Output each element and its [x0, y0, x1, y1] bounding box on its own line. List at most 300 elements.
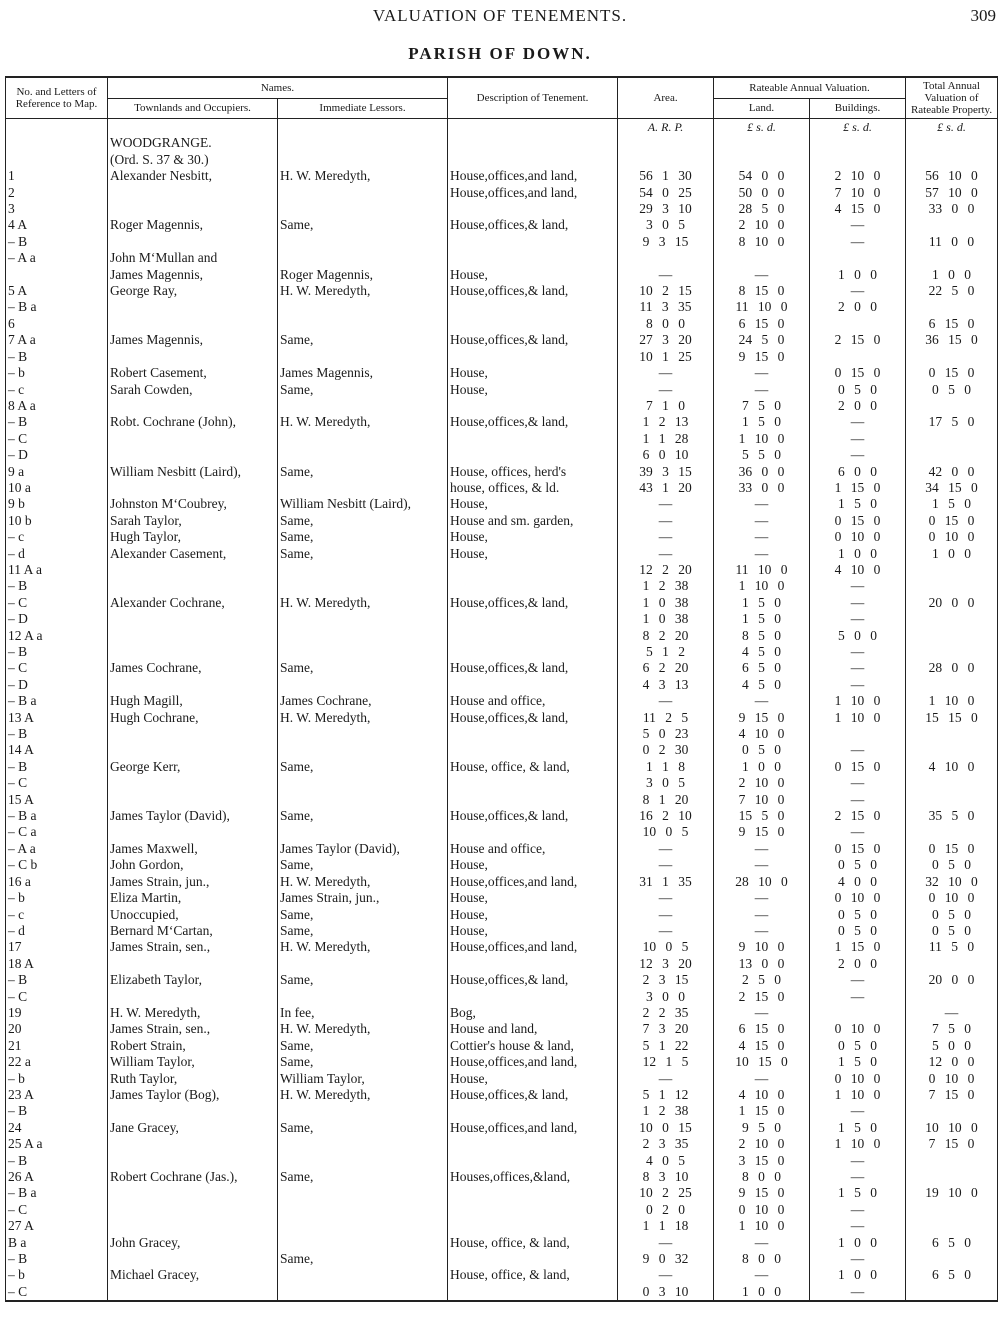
cell-total: 11 5 0: [906, 939, 998, 955]
cell-total: 0 15 0: [906, 513, 998, 529]
cell-land: 4 10 0: [714, 726, 810, 742]
cell-buildings: 0 5 0: [810, 907, 906, 923]
cell-buildings: 6 0 0: [810, 464, 906, 480]
cell-area: 2 3 15: [618, 972, 714, 988]
cell-ref: [6, 267, 108, 283]
cell-occupier: [108, 792, 278, 808]
cell-occupier: [108, 578, 278, 594]
table-row: [6, 464, 998, 480]
cell-area: 54 0 25: [618, 185, 714, 201]
cell-occupier: John M‘Mullan and: [108, 250, 278, 266]
cell-occupier: [108, 1153, 278, 1169]
cell-land: [714, 152, 810, 168]
cell-description: House, offices, herd's: [448, 464, 618, 480]
cell-description: [448, 989, 618, 1005]
cell-land: —: [714, 693, 810, 709]
cell-description: [448, 431, 618, 447]
cell-ref: – C a: [6, 824, 108, 840]
cell-lessor: [278, 562, 448, 578]
table-row: [6, 775, 998, 791]
cell-occupier: [108, 726, 278, 742]
cell-buildings: 0 15 0: [810, 841, 906, 857]
cell-area: 1 2 38: [618, 578, 714, 594]
cell-area: 6 0 10: [618, 447, 714, 463]
cell-description: [448, 611, 618, 627]
cell-land: 24 5 0: [714, 332, 810, 348]
buildings-units: £ s. d.: [810, 119, 906, 136]
cell-land: 1 0 0: [714, 1284, 810, 1301]
table-row: [6, 857, 998, 873]
cell-description: House and office,: [448, 693, 618, 709]
cell-area: —: [618, 841, 714, 857]
cell-land: 2 15 0: [714, 989, 810, 1005]
cell-description: House,offices,& land,: [448, 217, 618, 233]
cell-total: 19 10 0: [906, 1185, 998, 1201]
cell-land: 28 10 0: [714, 874, 810, 890]
cell-ref: – A a: [6, 250, 108, 266]
cell-land: 4 5 0: [714, 644, 810, 660]
table-row: [6, 808, 998, 824]
cell-ref: 20: [6, 1021, 108, 1037]
cell-land: 1 5 0: [714, 414, 810, 430]
cell-buildings: 0 5 0: [810, 857, 906, 873]
cell-total: [906, 644, 998, 660]
cell-land: —: [714, 513, 810, 529]
cell-area: 8 2 20: [618, 628, 714, 644]
cell-area: 5 1 22: [618, 1038, 714, 1054]
cell-description: House,: [448, 267, 618, 283]
table-row: [6, 1054, 998, 1070]
cell-ref: 13 A: [6, 710, 108, 726]
cell-area: 10 0 15: [618, 1120, 714, 1136]
cell-total: [906, 677, 998, 693]
table-row: [6, 1153, 998, 1169]
cell-total: 7 5 0: [906, 1021, 998, 1037]
cell-total: 5 0 0: [906, 1038, 998, 1054]
cell-ref: – b: [6, 890, 108, 906]
cell-land: 1 5 0: [714, 595, 810, 611]
cell-area: 5 1 2: [618, 644, 714, 660]
cell-occupier: [108, 398, 278, 414]
cell-total: 6 5 0: [906, 1235, 998, 1251]
cell-total: 0 15 0: [906, 365, 998, 381]
cell-lessor: Same,: [278, 382, 448, 398]
cell-description: [448, 1251, 618, 1267]
cell-occupier: James Strain, jun.,: [108, 874, 278, 890]
cell-land: 8 0 0: [714, 1169, 810, 1185]
cell-area: 29 3 10: [618, 201, 714, 217]
cell-area: 8 0 0: [618, 316, 714, 332]
cell-description: [448, 299, 618, 315]
cell-ref: – d: [6, 546, 108, 562]
cell-land: 1 10 0: [714, 1218, 810, 1234]
cell-ref: – B: [6, 972, 108, 988]
cell-land: 50 0 0: [714, 185, 810, 201]
cell-occupier: Alexander Casement,: [108, 546, 278, 562]
cell-occupier: Michael Gracey,: [108, 1267, 278, 1283]
table-row: [6, 972, 998, 988]
cell-area: 10 2 15: [618, 283, 714, 299]
cell-ref: 17: [6, 939, 108, 955]
cell-occupier: Hugh Cochrane,: [108, 710, 278, 726]
cell-land: 4 5 0: [714, 677, 810, 693]
cell-ref: 15 A: [6, 792, 108, 808]
table-row: [6, 726, 998, 742]
table-row: [6, 546, 998, 562]
cell-description: House,offices,and land,: [448, 1054, 618, 1070]
cell-area: —: [618, 923, 714, 939]
cell-occupier: [108, 775, 278, 791]
table-row: [6, 1071, 998, 1087]
cell-total: 56 10 0: [906, 168, 998, 184]
cell-total: [906, 1284, 998, 1301]
cell-area: 31 1 35: [618, 874, 714, 890]
cell-lessor: Same,: [278, 1251, 448, 1267]
cell-buildings: 4 0 0: [810, 874, 906, 890]
table-row: [6, 742, 998, 758]
cell-total: [906, 628, 998, 644]
cell-lessor: Same,: [278, 546, 448, 562]
cell-description: House,: [448, 496, 618, 512]
cell-buildings: 1 5 0: [810, 496, 906, 512]
cell-lessor: Roger Magennis,: [278, 267, 448, 283]
cell-description: House,offices,& land,: [448, 660, 618, 676]
cell-occupier: [108, 234, 278, 250]
cell-occupier: Elizabeth Taylor,: [108, 972, 278, 988]
cell-land: —: [714, 267, 810, 283]
cell-total: 32 10 0: [906, 874, 998, 890]
cell-lessor: James Taylor (David),: [278, 841, 448, 857]
cell-lessor: [278, 578, 448, 594]
cell-buildings: [810, 349, 906, 365]
cell-total: 33 0 0: [906, 201, 998, 217]
cell-area: 8 1 20: [618, 792, 714, 808]
cell-area: 4 3 13: [618, 677, 714, 693]
table-row: [6, 168, 998, 184]
cell-ref: – B a: [6, 693, 108, 709]
cell-land: 2 5 0: [714, 972, 810, 988]
cell-description: House,: [448, 382, 618, 398]
cell-land: 8 5 0: [714, 628, 810, 644]
cell-ref: 22 a: [6, 1054, 108, 1070]
table-body: [6, 119, 998, 1302]
cell-total: 1 10 0: [906, 693, 998, 709]
cell-total: [906, 989, 998, 1005]
units-row: [6, 119, 998, 136]
cell-occupier: [108, 1136, 278, 1152]
cell-ref: – B: [6, 1153, 108, 1169]
cell-total: [906, 1169, 998, 1185]
cell-description: [448, 1103, 618, 1119]
cell-ref: 27 A: [6, 1218, 108, 1234]
cell-ref: – B a: [6, 1185, 108, 1201]
cell-lessor: [278, 135, 448, 151]
cell-buildings: 1 10 0: [810, 1087, 906, 1103]
table-row: [6, 1235, 998, 1251]
table-row: [6, 1218, 998, 1234]
cell-land: —: [714, 529, 810, 545]
cell-land: 9 5 0: [714, 1120, 810, 1136]
cell-description: Cottier's house & land,: [448, 1038, 618, 1054]
cell-buildings: 5 0 0: [810, 628, 906, 644]
cell-ref: 9 b: [6, 496, 108, 512]
cell-occupier: [108, 201, 278, 217]
cell-total: 20 0 0: [906, 595, 998, 611]
cell-ref: – C: [6, 1284, 108, 1301]
cell-occupier: Hugh Taylor,: [108, 529, 278, 545]
cell-lessor: [278, 775, 448, 791]
cell-lessor: Same,: [278, 513, 448, 529]
cell-ref: B a: [6, 1235, 108, 1251]
table-row: [6, 1038, 998, 1054]
cell-area: 5 1 12: [618, 1087, 714, 1103]
cell-occupier: James Strain, sen.,: [108, 939, 278, 955]
cell-ref: [6, 152, 108, 168]
cell-lessor: Same,: [278, 907, 448, 923]
cell-area: 2 2 35: [618, 1005, 714, 1021]
table-row: [6, 250, 998, 266]
cell-land: 6 15 0: [714, 316, 810, 332]
cell-buildings: 0 15 0: [810, 365, 906, 381]
cell-occupier: WOODGRANGE.: [108, 135, 278, 151]
cell-land: 1 5 0: [714, 611, 810, 627]
cell-description: [448, 644, 618, 660]
cell-lessor: H. W. Meredyth,: [278, 283, 448, 299]
cell-buildings: 4 15 0: [810, 201, 906, 217]
cell-area: 3 0 0: [618, 989, 714, 1005]
cell-area: —: [618, 382, 714, 398]
cell-buildings: 1 0 0: [810, 267, 906, 283]
cell-total: [906, 578, 998, 594]
cell-land: —: [714, 1235, 810, 1251]
cell-total: 7 15 0: [906, 1087, 998, 1103]
cell-buildings: —: [810, 1153, 906, 1169]
col-description: Description of Tenement.: [448, 77, 618, 119]
cell-area: [618, 135, 714, 151]
cell-occupier: Hugh Magill,: [108, 693, 278, 709]
cell-description: House,offices,& land,: [448, 1087, 618, 1103]
cell-lessor: [278, 742, 448, 758]
cell-land: 9 15 0: [714, 1185, 810, 1201]
table-row: [6, 1021, 998, 1037]
table-row: [6, 595, 998, 611]
cell-land: 1 15 0: [714, 1103, 810, 1119]
cell-area: 12 1 5: [618, 1054, 714, 1070]
cell-lessor: Same,: [278, 1120, 448, 1136]
cell-area: 3 0 5: [618, 775, 714, 791]
cell-buildings: —: [810, 578, 906, 594]
cell-lessor: William Nesbitt (Laird),: [278, 496, 448, 512]
table-row: [6, 201, 998, 217]
cell-total: [906, 956, 998, 972]
table-row: [6, 1136, 998, 1152]
cell-buildings: 7 10 0: [810, 185, 906, 201]
cell-description: [448, 775, 618, 791]
cell-ref: – C: [6, 989, 108, 1005]
cell-ref: – D: [6, 677, 108, 693]
cell-lessor: [278, 1267, 448, 1283]
cell-occupier: William Nesbitt (Laird),: [108, 464, 278, 480]
cell-occupier: James Strain, sen.,: [108, 1021, 278, 1037]
cell-occupier: William Taylor,: [108, 1054, 278, 1070]
cell-ref: – D: [6, 447, 108, 463]
table-row: [6, 447, 998, 463]
cell-ref: – B a: [6, 299, 108, 315]
cell-area: 6 2 20: [618, 660, 714, 676]
table-row: [6, 332, 998, 348]
cell-total: 12 0 0: [906, 1054, 998, 1070]
cell-buildings: 1 0 0: [810, 1267, 906, 1283]
cell-area: —: [618, 1071, 714, 1087]
cell-occupier: [108, 1284, 278, 1301]
cell-occupier: John Gordon,: [108, 857, 278, 873]
cell-ref: 10 b: [6, 513, 108, 529]
cell-occupier: [108, 1251, 278, 1267]
cell-buildings: 1 10 0: [810, 693, 906, 709]
cell-buildings: 1 15 0: [810, 480, 906, 496]
cell-occupier: James Maxwell,: [108, 841, 278, 857]
table-row: [6, 496, 998, 512]
cell-description: House,offices,& land,: [448, 595, 618, 611]
cell-occupier: Johnston M‘Coubrey,: [108, 496, 278, 512]
cell-lessor: [278, 1103, 448, 1119]
cell-total: 28 0 0: [906, 660, 998, 676]
cell-occupier: [108, 1103, 278, 1119]
table-row: [6, 956, 998, 972]
cell-buildings: 0 5 0: [810, 923, 906, 939]
cell-lessor: Same,: [278, 1054, 448, 1070]
cell-lessor: James Cochrane,: [278, 693, 448, 709]
cell-lessor: [278, 677, 448, 693]
cell-total: 6 15 0: [906, 316, 998, 332]
land-units: £ s. d.: [714, 119, 810, 136]
cell-lessor: H. W. Meredyth,: [278, 595, 448, 611]
table-row: [6, 1103, 998, 1119]
running-title: VALUATION OF TENEMENTS.: [372, 6, 628, 25]
cell-occupier: [108, 185, 278, 201]
cell-land: 4 10 0: [714, 1087, 810, 1103]
cell-land: 9 15 0: [714, 710, 810, 726]
cell-lessor: Same,: [278, 808, 448, 824]
cell-lessor: H. W. Meredyth,: [278, 710, 448, 726]
cell-area: —: [618, 513, 714, 529]
cell-total: 57 10 0: [906, 185, 998, 201]
cell-lessor: [278, 1235, 448, 1251]
table-row: [6, 693, 998, 709]
cell-land: 9 10 0: [714, 939, 810, 955]
cell-occupier: [108, 677, 278, 693]
cell-area: —: [618, 890, 714, 906]
cell-lessor: [278, 250, 448, 266]
cell-total: 7 15 0: [906, 1136, 998, 1152]
cell-lessor: Same,: [278, 1169, 448, 1185]
cell-ref: 25 A a: [6, 1136, 108, 1152]
cell-description: Houses,offices,&land,: [448, 1169, 618, 1185]
cell-occupier: James Taylor (David),: [108, 808, 278, 824]
cell-ref: 11 A a: [6, 562, 108, 578]
col-total: Total Annual Valuation of Rateable Property.: [906, 77, 998, 119]
cell-area: 5 0 23: [618, 726, 714, 742]
cell-occupier: Bernard M‘Cartan,: [108, 923, 278, 939]
cell-description: House,offices,& land,: [448, 283, 618, 299]
cell-buildings: —: [810, 660, 906, 676]
cell-occupier: [108, 562, 278, 578]
cell-description: House, office, & land,: [448, 759, 618, 775]
cell-land: 4 15 0: [714, 1038, 810, 1054]
cell-ref: – B: [6, 349, 108, 365]
cell-total: [906, 775, 998, 791]
cell-buildings: 0 15 0: [810, 759, 906, 775]
table-row: [6, 382, 998, 398]
table-row: [6, 513, 998, 529]
cell-area: 1 0 38: [618, 611, 714, 627]
cell-buildings: —: [810, 611, 906, 627]
cell-description: [448, 792, 618, 808]
cell-description: House,offices,& land,: [448, 710, 618, 726]
cell-description: House,: [448, 923, 618, 939]
table-row: [6, 644, 998, 660]
cell-description: House,: [448, 529, 618, 545]
cell-ref: 10 a: [6, 480, 108, 496]
cell-ref: – d: [6, 923, 108, 939]
cell-land: 6 5 0: [714, 660, 810, 676]
cell-description: House,: [448, 890, 618, 906]
cell-lessor: [278, 201, 448, 217]
table-row: [6, 874, 998, 890]
table-row: [6, 283, 998, 299]
cell-land: 6 15 0: [714, 1021, 810, 1037]
cell-lessor: [278, 989, 448, 1005]
cell-ref: 2: [6, 185, 108, 201]
cell-area: 11 2 5: [618, 710, 714, 726]
cell-ref: – c: [6, 529, 108, 545]
cell-buildings: —: [810, 217, 906, 233]
cell-ref: – B: [6, 1103, 108, 1119]
cell-land: —: [714, 382, 810, 398]
cell-lessor: [278, 644, 448, 660]
cell-land: 5 5 0: [714, 447, 810, 463]
cell-occupier: Robert Strain,: [108, 1038, 278, 1054]
cell-area: 10 2 25: [618, 1185, 714, 1201]
cell-lessor: Same,: [278, 972, 448, 988]
cell-description: House,offices,and land,: [448, 939, 618, 955]
cell-area: 2 3 35: [618, 1136, 714, 1152]
cell-occupier: Robt. Cochrane (John),: [108, 414, 278, 430]
cell-land: 0 5 0: [714, 742, 810, 758]
table-row: [6, 578, 998, 594]
cell-buildings: [810, 250, 906, 266]
cell-buildings: 1 15 0: [810, 939, 906, 955]
cell-buildings: 1 5 0: [810, 1120, 906, 1136]
cell-buildings: 0 10 0: [810, 1021, 906, 1037]
cell-total: 17 5 0: [906, 414, 998, 430]
cell-total: 0 10 0: [906, 890, 998, 906]
cell-area: 1 0 38: [618, 595, 714, 611]
cell-land: 10 15 0: [714, 1054, 810, 1070]
cell-occupier: Sarah Taylor,: [108, 513, 278, 529]
cell-area: —: [618, 365, 714, 381]
table-row: [6, 923, 998, 939]
table-row: [6, 480, 998, 496]
cell-ref: – B: [6, 644, 108, 660]
cell-buildings: 0 10 0: [810, 1071, 906, 1087]
cell-occupier: [108, 1185, 278, 1201]
cell-buildings: —: [810, 1103, 906, 1119]
cell-buildings: —: [810, 1284, 906, 1301]
cell-ref: – B: [6, 414, 108, 430]
cell-land: 3 15 0: [714, 1153, 810, 1169]
cell-lessor: [278, 1202, 448, 1218]
